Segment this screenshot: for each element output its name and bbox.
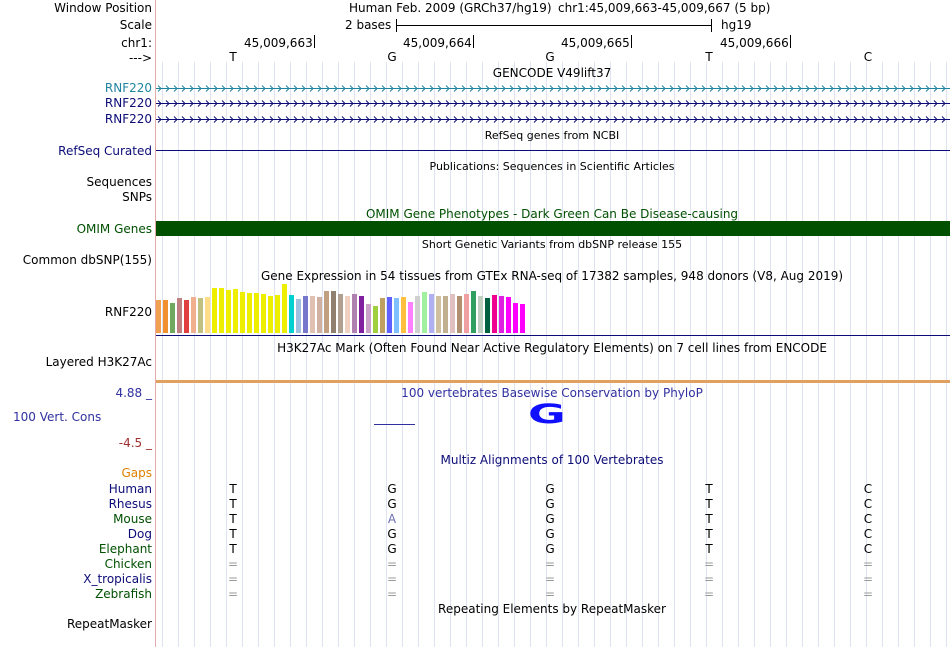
alignment-base: = [544, 557, 556, 571]
species-label[interactable]: Elephant [98, 542, 152, 556]
gtex-bar [415, 296, 420, 333]
alignment-base: = [862, 557, 874, 571]
gtex-bar [317, 297, 322, 333]
species-label[interactable]: X_tropicalis [83, 572, 152, 586]
coordinate-label: 45,009,664 [403, 36, 472, 50]
alignment-base: T [705, 527, 713, 541]
base-letter: T [229, 50, 237, 64]
repeatmasker-track-title[interactable]: Repeating Elements by RepeatMasker [438, 602, 666, 616]
species-label[interactable]: Chicken [104, 557, 152, 571]
alignment-base: T [229, 527, 237, 541]
refseq-track-label[interactable]: RefSeq Curated [58, 144, 152, 158]
gtex-bar [520, 304, 525, 333]
alignment-base: = [386, 572, 398, 586]
gtex-bar [513, 303, 518, 333]
gtex-bar [289, 295, 294, 333]
track-label-column [0, 0, 155, 647]
gtex-bar [429, 294, 434, 333]
alignment-base: G [545, 482, 555, 496]
gtex-bar [282, 284, 287, 333]
alignment-base: C [863, 542, 873, 556]
gencode-item-label-3[interactable]: RNF220 [104, 112, 152, 126]
alignment-base: C [863, 482, 873, 496]
gtex-bar [205, 297, 210, 333]
gtex-bar [366, 304, 371, 333]
gtex-track-label[interactable]: RNF220 [104, 305, 152, 319]
alignment-base: G [545, 512, 555, 526]
gtex-bar [254, 293, 259, 333]
gencode-item-label-2[interactable]: RNF220 [104, 96, 152, 110]
gtex-bar [240, 292, 245, 333]
omim-gene-bar [156, 221, 950, 236]
scale-bar [396, 19, 712, 32]
alignment-base: G [545, 497, 555, 511]
gtex-bar [436, 296, 441, 333]
scale-label: Scale [119, 18, 152, 32]
alignment-base: = [862, 572, 874, 586]
h3k27ac-track-label[interactable]: Layered H3K27Ac [45, 355, 152, 369]
gtex-bar [261, 294, 266, 333]
base-letter: T [705, 50, 713, 64]
strand-label: ---> [128, 51, 152, 65]
sequences-track-label[interactable]: Sequences [86, 175, 152, 189]
alignment-base: C [863, 512, 873, 526]
dbsnp-track-title[interactable]: Short Genetic Variants from dbSNP release 155 [421, 238, 683, 251]
coordinate-label: 45,009,663 [244, 36, 313, 50]
alignment-base: = [703, 557, 715, 571]
window-position-label: Window Position [54, 1, 152, 15]
gtex-bar [191, 297, 196, 333]
gtex-bar [170, 303, 175, 333]
gtex-bar [422, 292, 427, 333]
gaps-label[interactable]: Gaps [121, 466, 152, 480]
h3k27ac-signal [156, 380, 950, 383]
scale-text: 2 bases [345, 18, 392, 32]
gtex-bar [394, 298, 399, 333]
gtex-bar [506, 297, 511, 333]
alignment-base: C [863, 497, 873, 511]
coordinate-label: 45,009,666 [720, 36, 789, 50]
gtex-bar [457, 296, 462, 333]
alignment-base: T [705, 497, 713, 511]
alignment-base: C [863, 527, 873, 541]
alignment-base: A [387, 512, 397, 526]
alignment-base: G [387, 497, 397, 511]
species-label[interactable]: Rhesus [108, 497, 152, 511]
gencode-transcript [156, 117, 950, 123]
phylop-track-title[interactable]: 100 vertebrates Basewise Conservation by PhyloP [401, 386, 703, 400]
scale-db: hg19 [721, 18, 752, 32]
gtex-bar [387, 297, 392, 333]
gtex-bar [198, 298, 203, 333]
gtex-bar [247, 293, 252, 333]
gtex-bar [359, 296, 364, 333]
gtex-bar [450, 294, 455, 333]
alignment-base: G [545, 542, 555, 556]
gencode-transcript [156, 86, 950, 92]
gtex-bar [212, 288, 217, 333]
alignment-base: T [705, 512, 713, 526]
gtex-bar [156, 300, 161, 333]
gtex-bar [380, 298, 385, 333]
alignment-base: = [227, 587, 239, 601]
h3k27ac-track-title[interactable]: H3K27Ac Mark (Often Found Near Active Regulatory Elements) on 7 cell lines from ENCODE [277, 341, 827, 355]
gtex-bar [303, 296, 308, 333]
gtex-bar [163, 300, 168, 333]
gtex-bar [275, 295, 280, 333]
alignment-base: = [227, 557, 239, 571]
gtex-bar [338, 294, 343, 333]
gtex-bar [408, 302, 413, 333]
gtex-bar [219, 288, 224, 333]
window-position[interactable]: chr1:45,009,663-45,009,667 (5 bp) [558, 1, 771, 15]
phylop-track-label[interactable]: 100 Vert. Cons [13, 410, 102, 424]
alignment-base: G [545, 527, 555, 541]
gtex-bar-chart [156, 284, 525, 333]
alignment-base: T [229, 512, 237, 526]
alignment-base: = [544, 587, 556, 601]
species-label[interactable]: Zebrafish [95, 587, 152, 601]
gtex-bar [184, 300, 189, 333]
alignment-base: T [705, 542, 713, 556]
base-letter: G [545, 50, 555, 64]
gtex-bar [373, 306, 378, 333]
alignment-base: = [386, 557, 398, 571]
base-letter: C [863, 50, 873, 64]
gtex-bar [177, 298, 182, 333]
alignment-base: = [703, 572, 715, 586]
phylop-score-letter: G [528, 399, 566, 430]
gtex-bar [443, 296, 448, 333]
multiz-track-title[interactable]: Multiz Alignments of 100 Vertebrates [440, 453, 664, 467]
gtex-bar [401, 297, 406, 333]
track-canvas[interactable] [156, 0, 950, 647]
gtex-bar [478, 296, 483, 333]
assembly-name: Human Feb. 2009 (GRCh37/hg19) [349, 1, 552, 15]
alignment-base: G [387, 542, 397, 556]
phylop-max-label: 4.88 _ [115, 386, 152, 400]
alignment-base: T [229, 497, 237, 511]
gtex-bar [352, 294, 357, 333]
gencode-transcript [156, 101, 950, 107]
gencode-track-title[interactable]: GENCODE V49lift37 [492, 66, 612, 80]
refseq-track-title[interactable]: RefSeq genes from NCBI [484, 129, 620, 142]
species-label[interactable]: Dog [127, 527, 152, 541]
alignment-base: = [544, 572, 556, 586]
alignment-base: G [387, 482, 397, 496]
base-letter: G [387, 50, 397, 64]
gtex-bar [324, 291, 329, 333]
publications-track-title[interactable]: Publications: Sequences in Scientific Articles [429, 160, 675, 173]
species-label[interactable]: Mouse [113, 512, 152, 526]
chrom-label: chr1: [121, 36, 152, 50]
gtex-bar [464, 294, 469, 333]
alignment-base: G [387, 527, 397, 541]
gtex-bar [233, 289, 238, 333]
gtex-bar [296, 299, 301, 333]
alignment-base: = [227, 572, 239, 586]
gtex-track-title[interactable]: Gene Expression in 54 tissues from GTEx RNA-seq of 17382 samples, 948 donors (V8, Aug 2019) [260, 269, 844, 283]
alignment-base: T [229, 482, 237, 496]
coordinate-label: 45,009,665 [561, 36, 630, 50]
alignment-base: = [862, 587, 874, 601]
gtex-bar [268, 296, 273, 333]
gtex-bar [331, 291, 336, 333]
repeatmasker-track-label[interactable]: RepeatMasker [66, 617, 152, 631]
gencode-item-label-1[interactable]: RNF220 [104, 81, 152, 95]
omim-track-label[interactable]: OMIM Genes [76, 222, 152, 236]
alignment-base: T [229, 542, 237, 556]
phylop-min-label: -4.5 _ [118, 436, 152, 450]
species-label[interactable]: Human [108, 482, 152, 496]
gtex-bar [492, 295, 497, 333]
alignment-base: T [705, 482, 713, 496]
gtex-bar [485, 298, 490, 333]
gtex-bar [226, 290, 231, 333]
omim-track-title[interactable]: OMIM Gene Phenotypes - Dark Green Can Be Disease-causing [365, 207, 739, 221]
gtex-bar [310, 296, 315, 333]
alignment-base: = [703, 587, 715, 601]
dbsnp-track-label[interactable]: Common dbSNP(155) [22, 253, 152, 267]
gtex-bar [471, 291, 476, 333]
alignment-base: = [386, 587, 398, 601]
gtex-bar [499, 296, 504, 333]
gtex-bar [345, 296, 350, 333]
snps-track-label[interactable]: SNPs [122, 190, 152, 204]
